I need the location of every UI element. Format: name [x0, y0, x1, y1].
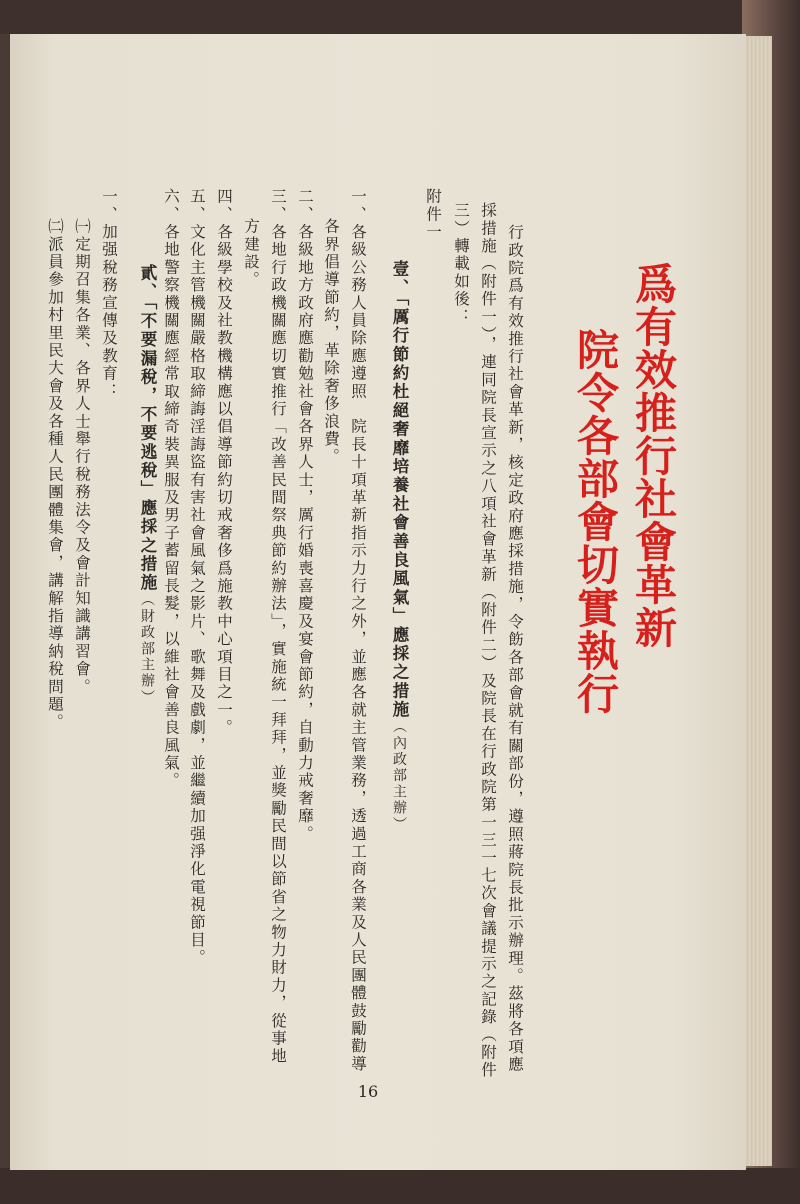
section1-heading [390, 260, 408, 833]
page-number: 16 [357, 1082, 379, 1101]
attachment-label: 附件一 [424, 188, 442, 242]
section2-note: （財政部主辦） [139, 592, 155, 706]
section1-item-5: 五、文化主管機關嚴格取締誨淫誨盜有害社會風氣之影片、歌舞及戲劇，並繼續加强淨化電視節目。 [188, 188, 206, 967]
intro-line-1: 行政院爲有效推行社會革新，核定政府應採措施，令飭各部會就有關部份，遵照蔣院長批示辦理。茲將各項應 [506, 224, 524, 1074]
section1-item-1-cont: 各界倡導節約，革除奢侈浪費。 [322, 218, 340, 466]
section2-item-1: 一、加强稅務宣傳及教育： [100, 188, 118, 401]
section1-item-1: 一、各級公務人員除應遵照 院長十項革新指示力行之外，並應各就主管業務，透過工商各業及人民團體鼓勵勸導 [349, 188, 367, 1073]
section1-item-2: 二、各級地方政府應勸勉社會各界人士，厲行婚喪喜慶及宴會節約，自動力戒奢靡。 [296, 188, 314, 843]
section1-item-3: 三、各地行政機關應切實推行「改善民間祭典節約辦法」，實施統一拜拜，並獎勵民間以節省之物力財力，從事地 [269, 188, 287, 1066]
section2-subitem-1: ㈠定期召集各業、各界人士舉行稅務法令及會計知識講習會。 [73, 218, 91, 696]
section1-item-3-cont: 方建設。 [242, 218, 260, 289]
section1-item-4: 四、各級學校及社教機構應以倡導節約切戒奢侈爲施教中心項目之一。 [215, 188, 233, 737]
book-cover-bottom [0, 1168, 800, 1204]
section2-subitem-2: ㈡派員參加村里民大會及各種人民團體集會，講解指導納稅問題。 [46, 218, 64, 732]
section2-heading-text: 貳、「不要漏稅，不要逃稅」應採之措施 [138, 264, 157, 593]
book-cover-top [0, 0, 800, 34]
title-line-1: 爲有效推行社會革新 [629, 262, 678, 649]
section1-item-6: 六、各地警察機關應經常取締奇裝異服及男子蓄留長髮，以維社會善良風氣。 [162, 188, 180, 790]
section2-heading [138, 264, 156, 706]
section1-heading-text: 壹、「厲行節約杜絕奢靡培養社會善良風氣」應採之措施 [390, 260, 409, 720]
intro-line-2: 採措施（附件一），連同院長宣示之八項社會革新（附件二）及院長在行政院第一三一七次會議提示之記錄（附件 [479, 202, 497, 1080]
page-edges [742, 36, 772, 1166]
title-line-2: 院令各部會切實執行 [571, 328, 620, 715]
section1-note: （內政部主辦） [391, 719, 407, 833]
intro-line-3: 三）轉載如後： [452, 202, 470, 326]
